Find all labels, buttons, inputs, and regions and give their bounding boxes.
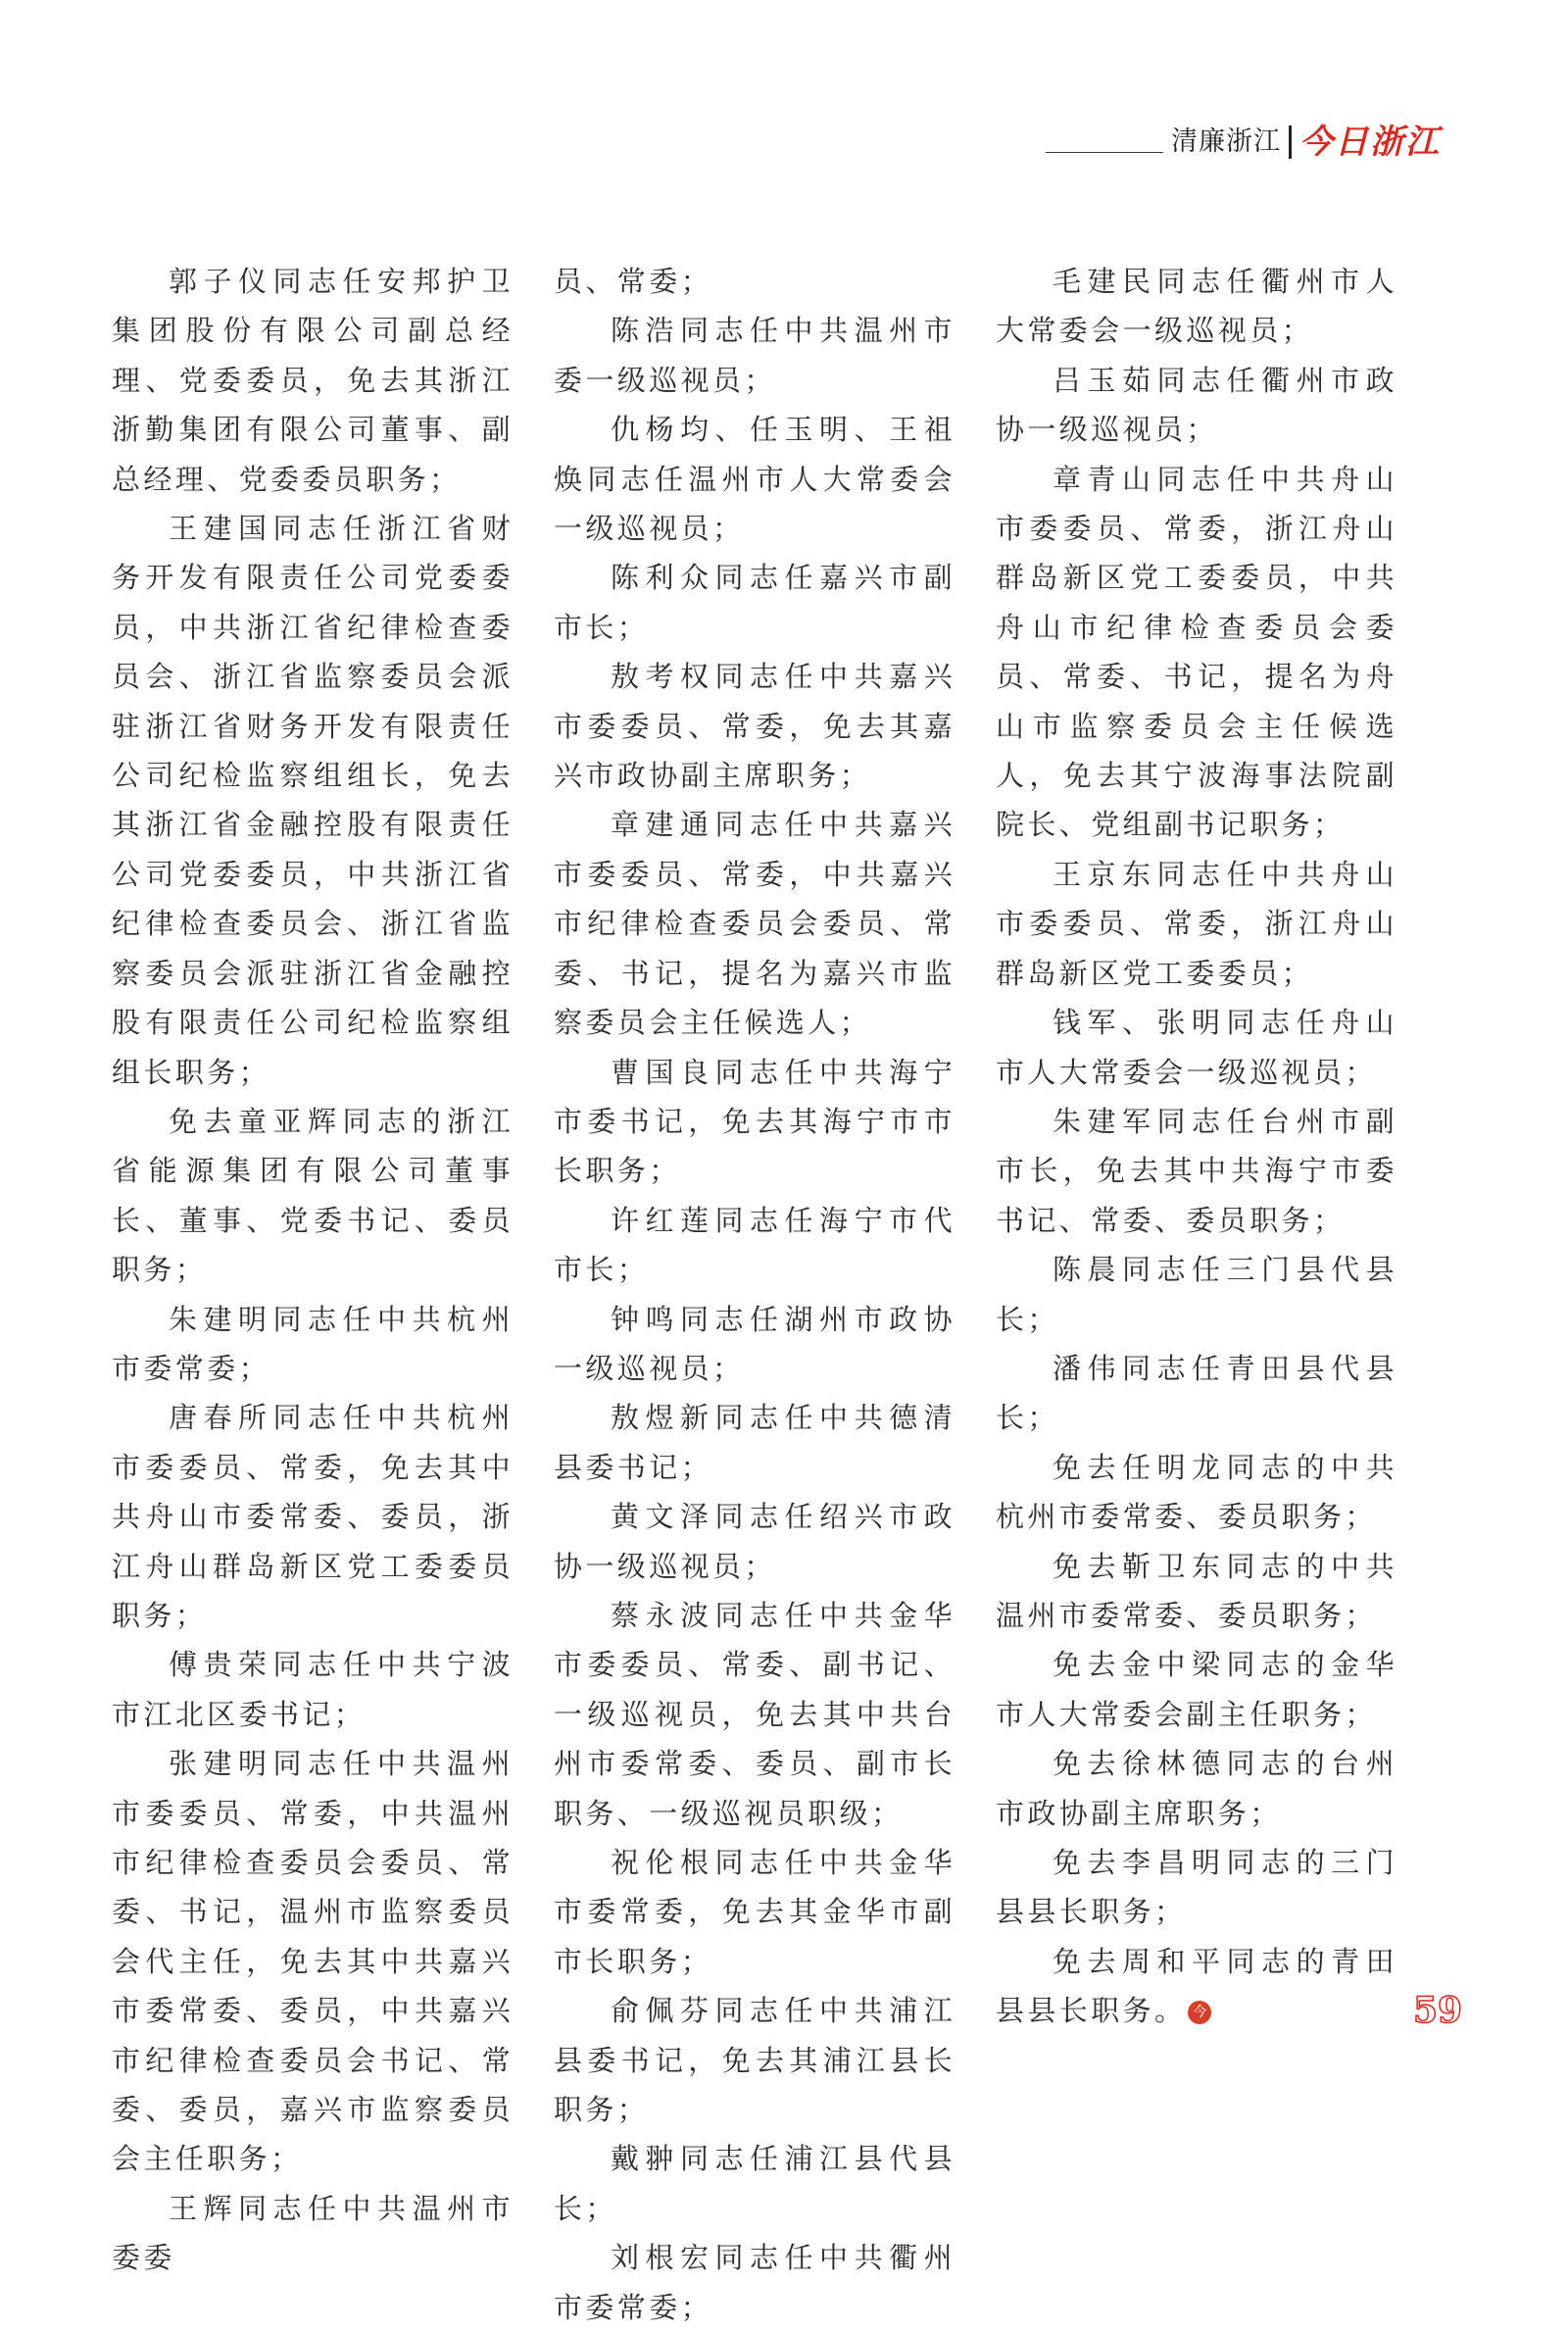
paragraph-text: 敖考权同志任中共嘉兴市委委员、常委，免去其嘉兴市政协副主席职务； [554,660,956,793]
paragraph-text: 郭子仪同志任安邦护卫集团股份有限公司副总经理、党委委员，免去其浙江浙勤集团有限公司董事、副总经理、党委委员职务； [112,265,514,496]
paragraph-text: 王建国同志任浙江省财务开发有限责任公司党委委员，中共浙江省纪律检查委员会、浙江省监察委员会派驻浙江省财务开发有限责任公司纪检监察组组长，免去其浙江省金融控股有限责任公司党委委员，中共浙江省纪律检查委员会、浙江省监察委员会派驻浙江省金融控股有限责任公司纪检监察组组长职务； [112,512,514,1089]
paragraph-text: 钱军、张明同志任舟山市人大常委会一级巡视员； [996,1006,1397,1089]
paragraph-text: 曹国良同志任中共海宁市委书记，免去其海宁市市长职务； [554,1055,956,1188]
paragraph [112,257,514,504]
paragraph [554,1295,956,1394]
paragraph [112,1097,514,1295]
paragraph-text: 毛建民同志任衢州市人大常委会一级巡视员； [996,265,1397,348]
paragraph [996,1097,1397,1245]
paragraph-text: 戴翀同志任浦江县代县长； [554,2142,956,2225]
article-end-mark-icon: 今 [1188,2001,1211,2024]
paragraph [112,1295,514,1394]
paragraph-text: 陈利众同志任嘉兴市副市长； [554,561,956,644]
paragraph [554,1591,956,1838]
paragraph [554,1048,956,1196]
paragraph-text: 王京东同志任中共舟山市委委员、常委，浙江舟山群岛新区党工委委员； [996,857,1397,990]
paragraph [554,2134,956,2233]
paragraph-text: 免去徐林德同志的台州市政协副主席职务； [996,1747,1397,1830]
paragraph-text: 黄文泽同志任绍兴市政协一级巡视员； [554,1500,956,1583]
paragraph-text: 唐春所同志任中共杭州市委委员、常委，免去其中共舟山市委常委、委员，浙江舟山群岛新区党工委委员职务； [112,1401,514,1632]
paragraph [112,2184,514,2283]
paragraph-text: 朱建明同志任中共杭州市委常委； [112,1302,514,1385]
paragraph-text: 陈浩同志任中共温州市委一级巡视员； [554,314,956,397]
paragraph [996,1640,1397,1739]
paragraph [554,553,956,652]
paragraph [554,405,956,553]
paragraph [996,356,1397,455]
header-rule [1046,152,1163,153]
paragraph-text: 吕玉茹同志任衢州市政协一级巡视员； [996,363,1397,447]
paragraph-text: 祝伦根同志任中共金华市委常委，免去其金华市副市长职务； [554,1846,956,1978]
paragraph-text: 免去童亚辉同志的浙江省能源集团有限公司董事长、董事、党委书记、委员职务； [112,1104,514,1287]
paragraph [112,1393,514,1640]
paragraph-text: 朱建军同志任台州市副市长，免去其中共海宁市委书记、常委、委员职务； [996,1104,1397,1237]
paragraph-text: 王辉同志任中共温州市委委 [112,2191,514,2275]
paragraph-text: 仇杨均、任玉明、王祖焕同志任温州市人大常委会一级巡视员； [554,413,956,546]
paragraph-text: 免去周和平同志的青田县县长职务。 [996,1944,1397,2028]
paragraph [996,1443,1397,1542]
paragraph [996,1739,1397,1838]
paragraph-text: 免去靳卫东同志的中共温州市委常委、委员职务； [996,1549,1397,1632]
page-header [1046,110,1441,162]
paragraph [996,1245,1397,1344]
paragraph-text: 章青山同志任中共舟山市委委员、常委，浙江舟山群岛新区党工委委员，中共舟山市纪律检查委员会委员、常委、书记，提名为舟山市监察委员会主任候选人，免去其宁波海事法院副院长、党组副书记职务； [996,462,1397,842]
magazine-logo: 今日浙江 [1299,123,1441,162]
header-separator [1289,125,1292,159]
paragraph [554,1492,956,1591]
paragraph-text: 员、常委； [554,265,713,298]
paragraph-text: 蔡永波同志任中共金华市委委员、常委、副书记、一级巡视员，免去其中共台州市委常委、委员、副市长职务、一级巡视员职级； [554,1598,956,1830]
paragraph-text: 免去任明龙同志的中共杭州市委常委、委员职务； [996,1450,1397,1534]
paragraph-text: 许红莲同志任海宁市代市长； [554,1203,956,1287]
header-section-title: 清廉浙江 [1171,126,1281,157]
paragraph-text: 潘伟同志任青田县代县长； [996,1351,1397,1435]
paragraph [112,504,514,1097]
paragraph [112,1640,514,1739]
paragraph [554,257,956,306]
paragraph [996,998,1397,1097]
paragraph [996,257,1397,356]
paragraph [554,1986,956,2134]
paragraph [554,1838,956,1986]
paragraph-text: 张建明同志任中共温州市委委员、常委，中共温州市纪律检查委员会委员、常委、书记，温州市监察委员会代主任，免去其中共嘉兴市委常委、委员，中共嘉兴市纪律检查委员会书记、常委、委员，嘉兴市监察委员会主任职务； [112,1747,514,2176]
paragraph [996,850,1397,998]
paragraph [554,1393,956,1492]
paragraph [996,1542,1397,1641]
text-column-2 [554,257,956,2332]
paragraph [554,1196,956,1295]
paragraph [554,2233,956,2332]
paragraph [996,1838,1397,1937]
text-column-1 [112,257,514,2283]
page-number: 59 [1413,1990,1463,2031]
paragraph [996,1937,1397,2036]
paragraph-text: 傅贵荣同志任中共宁波市江北区委书记； [112,1648,514,1731]
paragraph [554,652,956,800]
paragraph-text: 敖煜新同志任中共德清县委书记； [554,1401,956,1484]
paragraph-text: 刘根宏同志任中共衢州市委常委； [554,2241,956,2324]
paragraph [112,1739,514,2184]
paragraph-text: 俞佩芬同志任中共浦江县委书记，免去其浦江县长职务； [554,1994,956,2127]
paragraph [554,306,956,405]
paragraph [996,1344,1397,1443]
paragraph-text: 免去李昌明同志的三门县县长职务； [996,1846,1397,1929]
paragraph-text: 钟鸣同志任湖州市政协一级巡视员； [554,1302,956,1385]
paragraph-text: 免去金中梁同志的金华市人大常委会副主任职务； [996,1648,1397,1731]
paragraph-text: 陈晨同志任三门县代县长； [996,1253,1397,1336]
paragraph [554,800,956,1047]
paragraph [996,455,1397,850]
text-column-3 [996,257,1397,2036]
paragraph-text: 章建通同志任中共嘉兴市委委员、常委，中共嘉兴市纪律检查委员会委员、常委、书记，提名为嘉兴市监察委员会主任候选人； [554,808,956,1040]
